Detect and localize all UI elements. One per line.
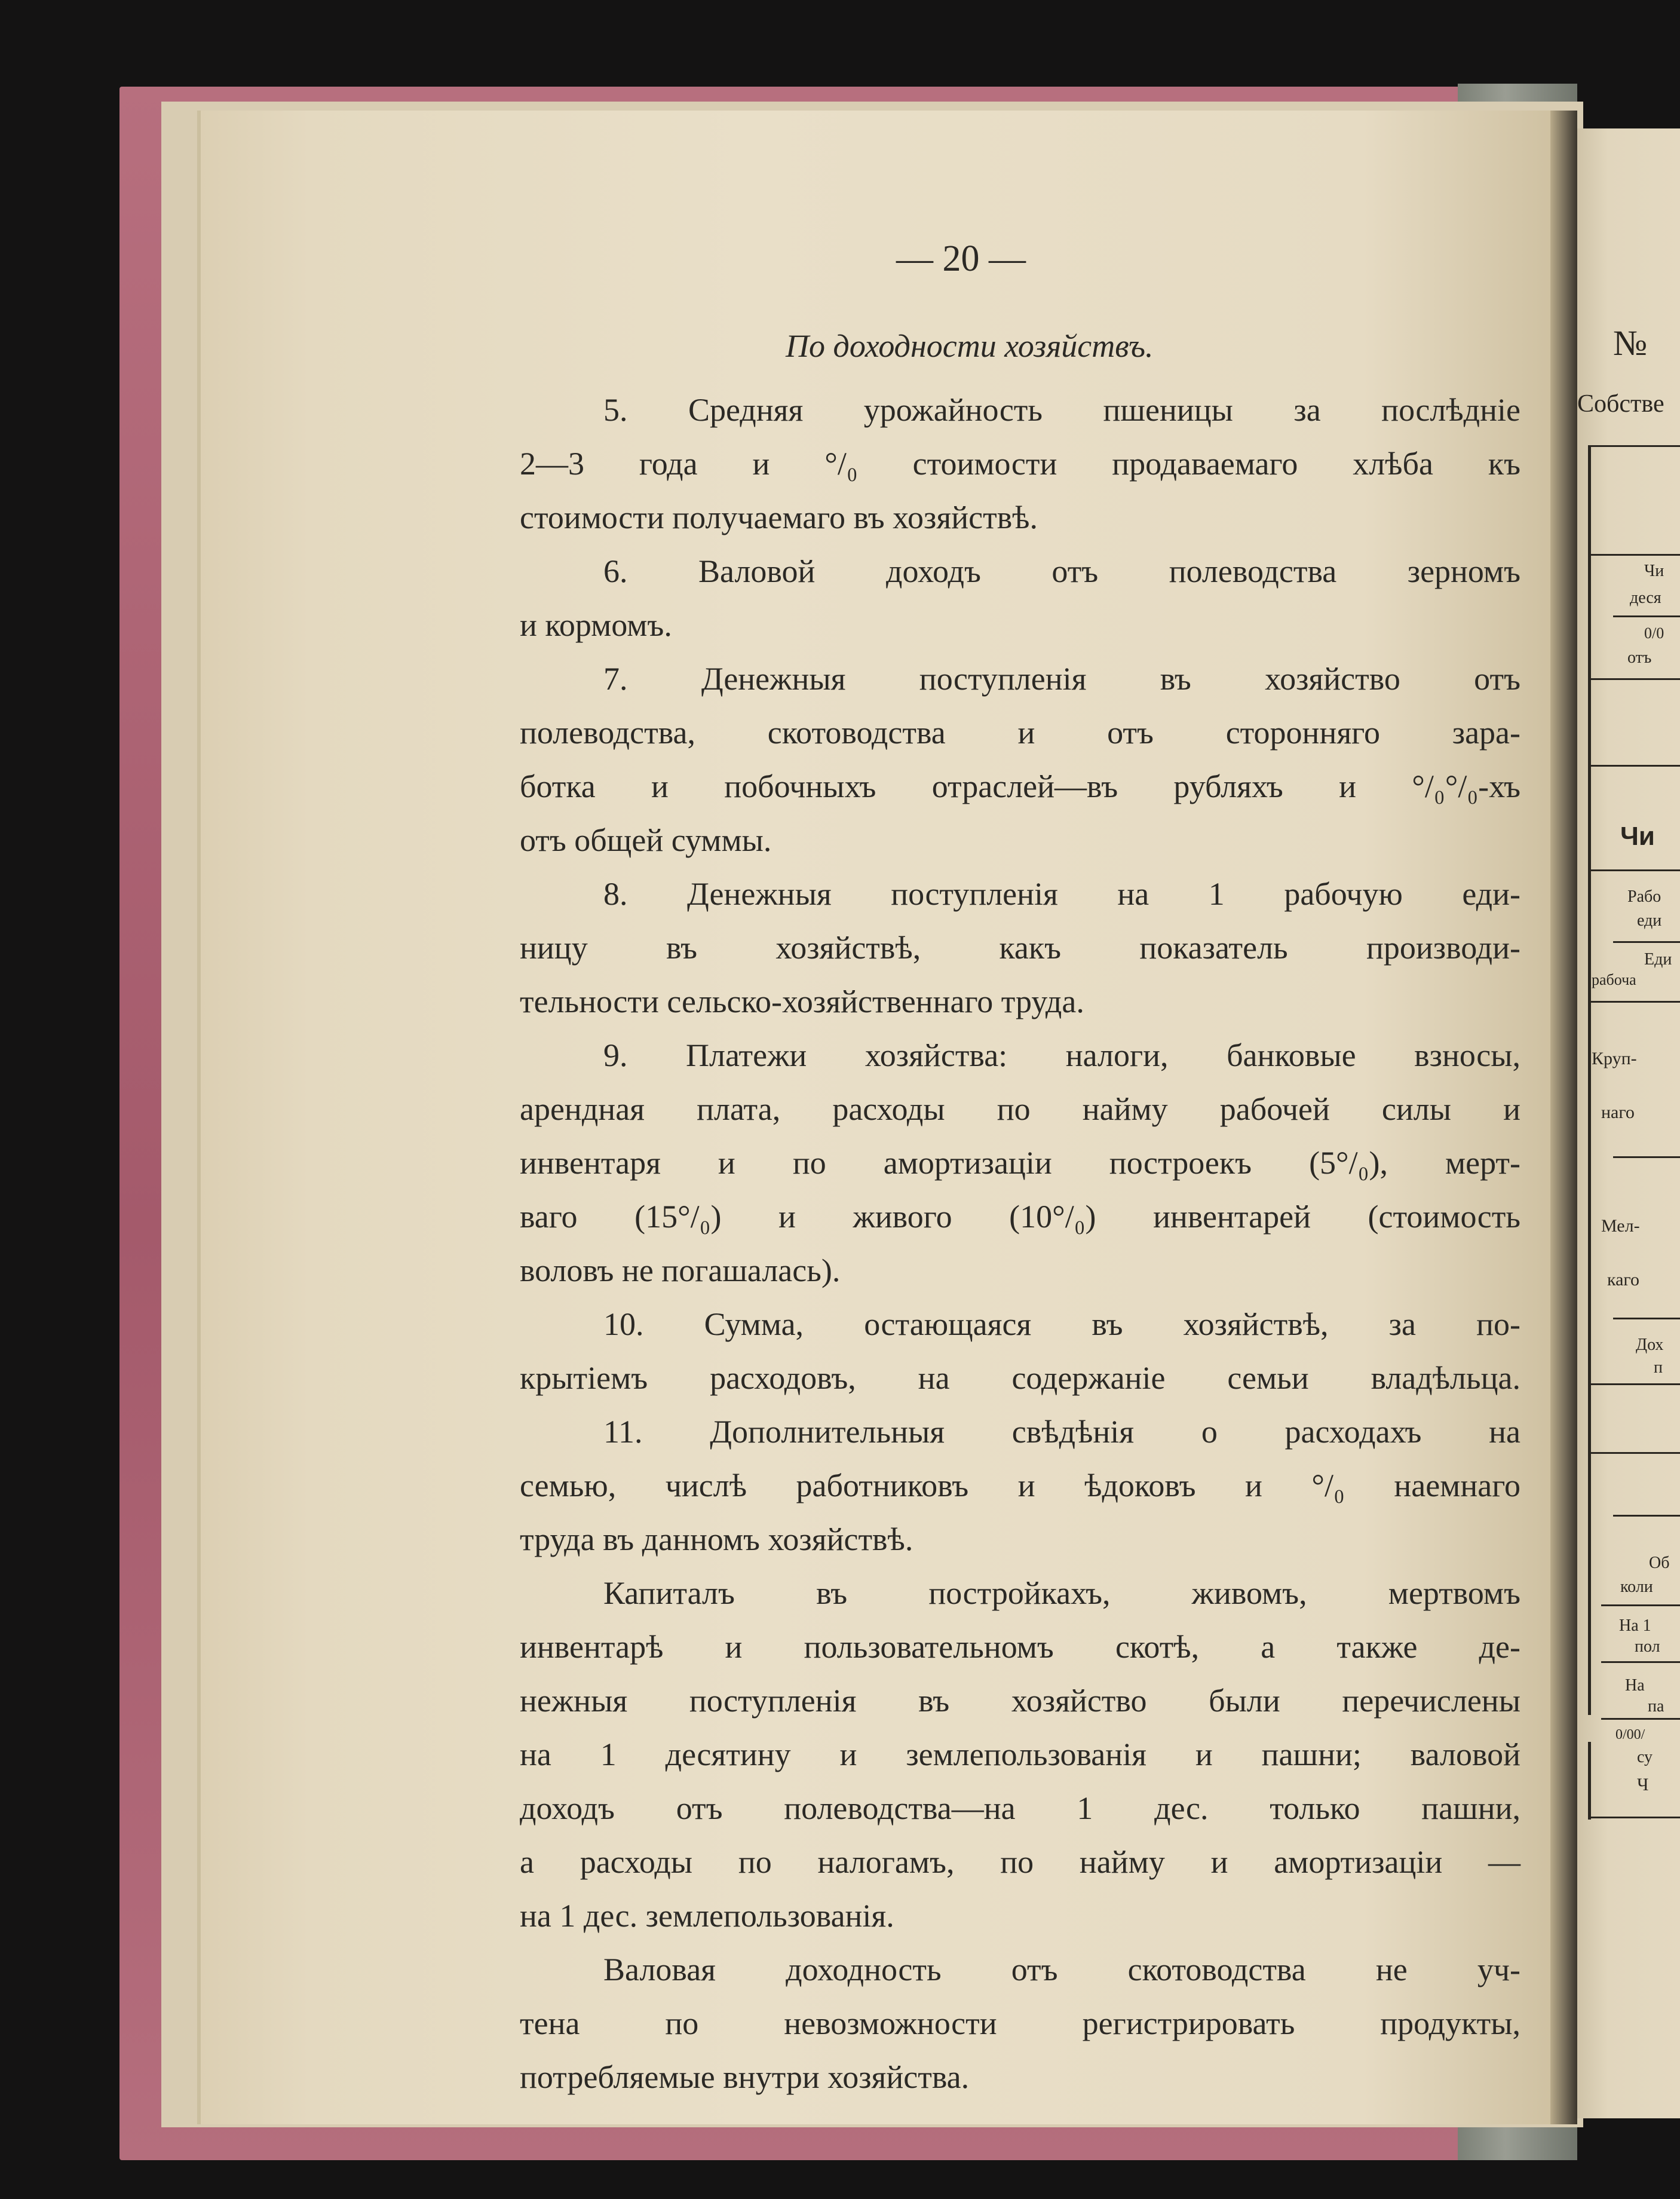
text-line: труда въ данномъ хозяйствѣ. — [520, 1521, 913, 1557]
table-fragment: п — [1654, 1358, 1663, 1377]
text-line: 8. Денежныя поступленія на 1 рабочую еди- — [603, 876, 1520, 912]
text-line: ваго (15°/₀) и живого (10°/₀) инвентарей (стоимость — [520, 1199, 1520, 1235]
table-fragment: су — [1637, 1748, 1653, 1766]
text-line: на 1 десятину и землепользованія и пашни; валовой — [520, 1736, 1520, 1772]
table-fragment: На — [1625, 1676, 1645, 1695]
right-page-fragment — [1577, 128, 1680, 2118]
table-fragment: Дох — [1636, 1336, 1664, 1354]
text-line: 2—3 года и °/₀ стоимости продаваемаго хлѣба къ — [520, 446, 1520, 482]
table-fragment: наго — [1601, 1102, 1635, 1122]
text-line: 11. Дополнительныя свѣдѣнія о расходахъ на — [603, 1414, 1520, 1450]
text-line: потребляемые внутри хозяйства. — [520, 2059, 970, 2095]
table-fragment: коли — [1620, 1578, 1653, 1596]
text-line: 5. Средняя урожайность пшеницы за послѣдніе — [603, 392, 1520, 428]
text-line: Валовая доходность отъ скотоводства не уч- — [603, 1952, 1520, 1987]
table-fragment: Собстве — [1577, 390, 1664, 418]
table-fragment: пол — [1635, 1637, 1660, 1656]
text-line: на 1 дес. землепользованія. — [520, 1898, 894, 1934]
table-fragment: Об — [1649, 1554, 1670, 1572]
text-line: ботка и побочныхъ отраслей—въ рубляхъ и °/₀°/₀-хъ — [520, 768, 1520, 804]
text-line: и кормомъ. — [520, 607, 672, 643]
section-heading: По доходности хозяйствъ. — [786, 328, 1154, 364]
table-fragment: рабоча — [1592, 971, 1636, 988]
table-fragment: Мел- — [1601, 1216, 1640, 1236]
table-fragment: еди — [1637, 911, 1662, 930]
text-line: ницу въ хозяйствѣ, какъ показатель производи- — [520, 930, 1520, 966]
table-fragment: деся — [1630, 589, 1661, 607]
text-line: тельности сельско-хозяйственнаго труда. — [520, 984, 1084, 1019]
table-fragment: отъ — [1627, 648, 1652, 667]
table-fragment: Еди — [1644, 950, 1672, 969]
text-line: полеводства, скотоводства и отъ сторонняго зара- — [520, 715, 1520, 751]
table-fragment: Рабо — [1627, 887, 1661, 906]
table-fragment: па — [1648, 1697, 1664, 1716]
book-gutter — [1550, 111, 1577, 2124]
text-line: стоимости получаемаго въ хозяйствѣ. — [520, 500, 1038, 535]
page-number: — 20 — — [896, 238, 1026, 279]
text-line: 6. Валовой доходъ отъ полеводства зерномъ — [603, 553, 1520, 589]
table-fragment: Чи — [1620, 822, 1655, 851]
table-fragment: Ч — [1637, 1775, 1649, 1794]
text-line: а расходы по налогамъ, по найму и амортизаціи — — [520, 1844, 1520, 1880]
text-line: воловъ не погашалась). — [520, 1252, 841, 1288]
table-fragment: 0/00/ — [1615, 1727, 1645, 1742]
text-line: 9. Платежи хозяйства: налоги, банковые взносы, — [603, 1037, 1520, 1073]
text-line: семью, числѣ работниковъ и ѣдоковъ и °/₀ наемнаго — [520, 1468, 1520, 1503]
text-line: тена по невозможности регистрировать продукты, — [520, 2005, 1520, 2041]
table-fragment: № — [1613, 323, 1648, 363]
text-line: крытіемъ расходовъ, на содержаніе семьи владѣльца. — [520, 1360, 1520, 1396]
table-fragment: Круп- — [1592, 1049, 1637, 1068]
text-line: Капиталъ въ постройкахъ, живомъ, мертвомъ — [603, 1575, 1520, 1611]
text-line: нежныя поступленія въ хозяйство были перечислены — [520, 1683, 1520, 1719]
text-line: отъ общей суммы. — [520, 822, 772, 858]
text-line: инвентарѣ и пользовательномъ скотѣ, а также де- — [520, 1629, 1520, 1665]
text-line: арендная плата, расходы по найму рабочей силы и — [520, 1091, 1520, 1127]
text-line: 10. Сумма, остающаяся въ хозяйствѣ, за по- — [603, 1306, 1520, 1342]
text-line: инвентаря и по амортизаціи построекъ (5°/₀), мерт- — [520, 1145, 1520, 1181]
table-fragment: На 1 — [1619, 1616, 1651, 1635]
table-fragment: 0/0 — [1644, 624, 1664, 642]
table-fragment: Чи — [1644, 562, 1664, 580]
table-fragment: каго — [1607, 1270, 1639, 1290]
text-line: доходъ отъ полеводства—на 1 дес. только пашни, — [520, 1790, 1520, 1826]
text-line: 7. Денежныя поступленія въ хозяйство отъ — [603, 661, 1520, 697]
